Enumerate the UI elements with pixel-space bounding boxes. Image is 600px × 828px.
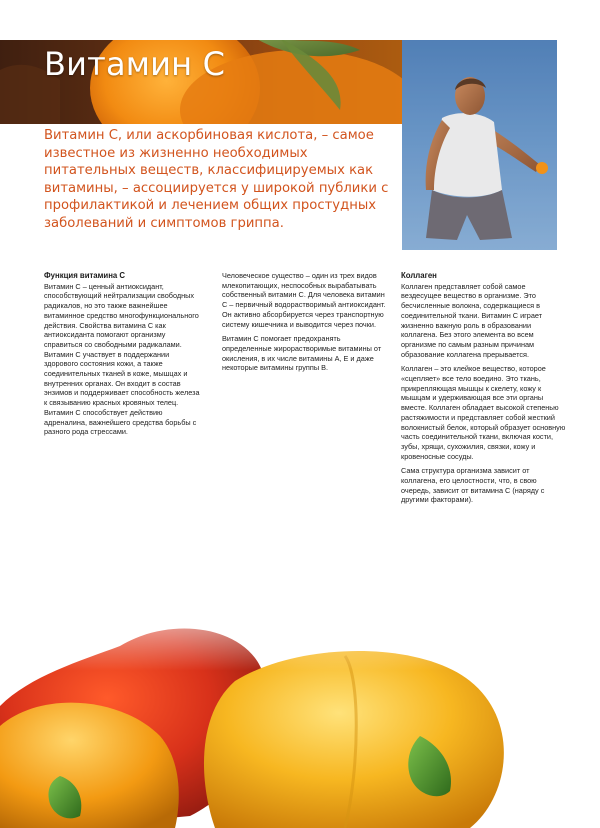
intro-paragraph: Витамин С, или аскорбиновая кислота, – самое известное из жизненно необходимых питательных веществ, классифицируемых как витамины, – ассоциируется у широкой публики с профилактикой и лечением общих простудных заболеваний и симптомов гриппа. <box>44 128 389 231</box>
page-title: Витамин С <box>44 45 226 83</box>
section-heading-collagen: Коллаген <box>401 271 437 280</box>
body-paragraph: Сама структура организма зависит от коллагена, его целостности, что, в свою очередь, зависит от витамина С (наряду с другими факторами). <box>401 466 545 505</box>
body-paragraph: Коллаген – это клейкое вещество, которое «сцепляет» все тело воедино. Это ткань, прикрепляющая мышцы к скелету, кожу к мышцам и удерживающая все эти органы вместе. Коллаген обладает высокой степенью растяжимости и представляет собой жесткий волокнистый белок, который образует основную часть соединительной ткани, включая кости, зубы, хрящи, сухожилия, связки, кожу и кровеносные сосуды. <box>401 364 566 461</box>
body-paragraph: Человеческое существо – один из трех видов млекопитающих, неспособных вырабатывать собственный витамин С. Для человека витамин С – первичный водорастворимый антиоксидант. Он активно абсорбируется через транспортную систему кишечника и выводится через почки. <box>222 271 386 329</box>
section-heading-function: Функция витамина С <box>44 271 126 280</box>
column-collagen <box>401 271 567 510</box>
body-paragraph: Витамин С помогает предохранять определенные жирорастворимые витамины от окисления, в их числе витамины А, Е и даже некоторые витамины группы В. <box>222 334 382 373</box>
man-with-orange-photo <box>402 40 557 250</box>
column-human-vitamin-c <box>222 271 390 378</box>
header-banner <box>0 40 402 124</box>
column-vitamin-c-function <box>44 271 204 442</box>
body-paragraph: Коллаген представляет собой самое вездесущее вещество в организме. Это бесчисленные волокна, содержащиеся в соединительной ткани. Витамин С играет жизненно важную роль в образовании коллагена. Без этого элемента во всем организме по самым разным причинам образование коллагена прерывается. <box>401 281 543 359</box>
bell-peppers-image <box>0 586 600 828</box>
man-photo-illustration <box>402 40 557 250</box>
body-paragraph: Витамин С – ценный антиоксидант, способствующий нейтрализации свободных радикалов, но это также важнейшее витаминное средство многофункционального действия. Свойства витамина С как антиоксиданта помогают организму справиться со свободными радикалами. Витамин С участвует в поддержании здорового состояния кожи, а также соединительных тканей в коже, мышцах и внутренних органах. Он входит в состав энзимов и поддерживает способность железа к связыванию красных кровяных телец. Витамин С способствует действию адреналина, важнейшего средства борьбы с разного рода стрессами. <box>44 281 200 437</box>
